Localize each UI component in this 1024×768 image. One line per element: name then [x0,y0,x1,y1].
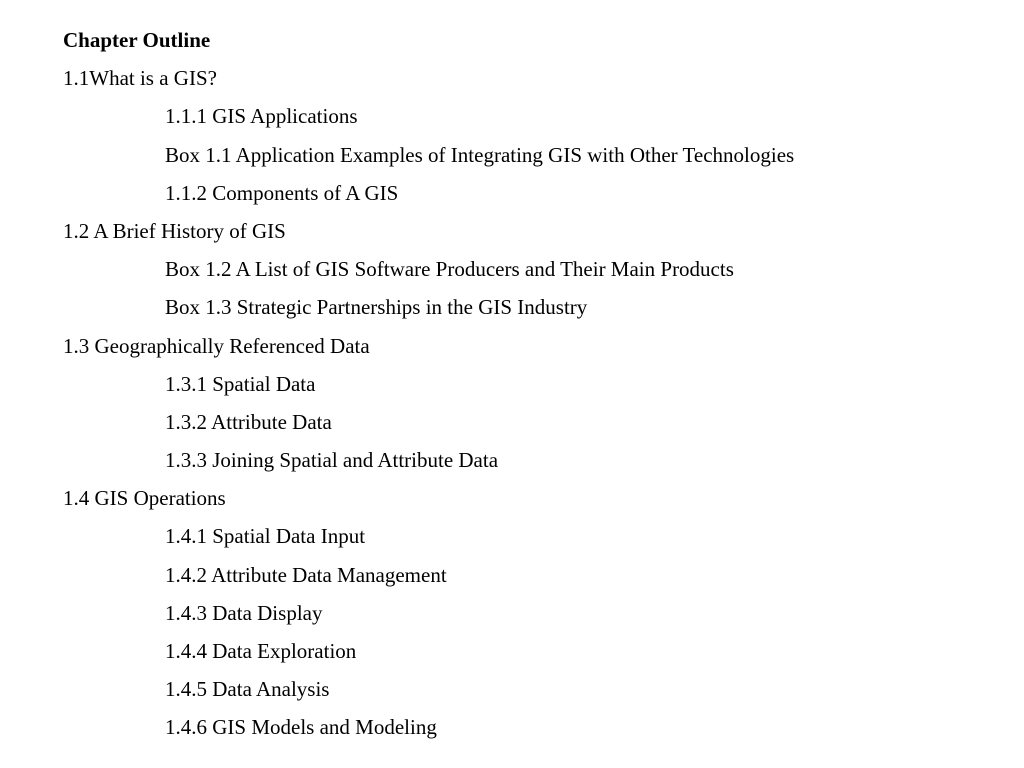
section-heading: 1.3 Geographically Referenced Data [63,333,370,358]
outline-title: Chapter Outline [63,28,211,52]
subsection-item: 1.4.1 Spatial Data Input [165,524,366,549]
subsection-item: 1.1.2 Components of A GIS [165,180,399,205]
section-heading: 1.2 A Brief History of GIS [63,218,286,243]
subsection-item: 1.4.4 Data Exploration [165,639,357,663]
subsection-item: 1.4.5 Data Analysis [165,677,330,702]
box-item: Box 1.3 Strategic Partnerships in the GIS Industry [165,295,588,320]
section-heading: 1.4 GIS Operations [63,486,226,511]
box-item: Box 1.2 A List of GIS Software Producers and Their Main Products [165,257,734,282]
box-item: Box 1.1 Application Examples of Integrating GIS with Other Technologies [165,142,795,167]
section-heading: 1.1What is a GIS? [63,66,217,91]
subsection-item: 1.3.1 Spatial Data [165,371,316,396]
subsection-item: 1.3.2 Attribute Data [165,409,332,434]
subsection-item: 1.1.1 GIS Applications [165,104,358,129]
chapter-outline [63,28,1003,754]
subsection-item: 1.4.2 Attribute Data Management [165,562,447,587]
subsection-item: 1.4.6 GIS Models and Modeling [165,715,437,740]
subsection-item: 1.3.3 Joining Spatial and Attribute Data [165,448,499,473]
subsection-item: 1.4.3 Data Display [165,600,323,625]
